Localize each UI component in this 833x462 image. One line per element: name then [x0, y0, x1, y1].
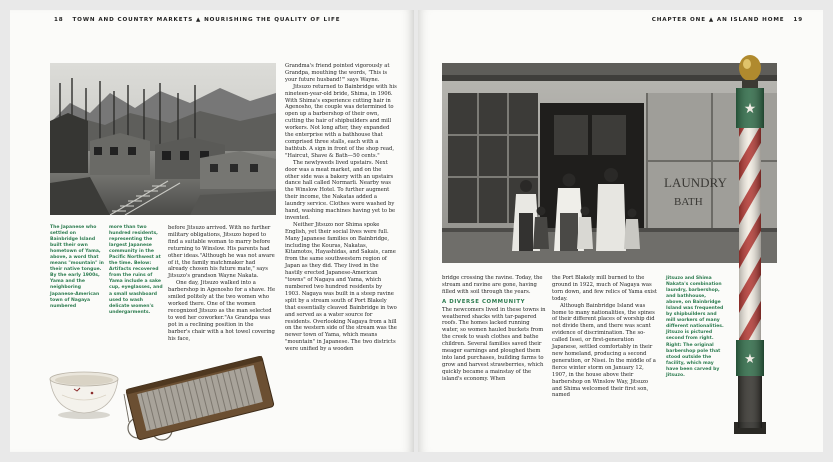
paragraph: bridge crossing the ravine. Today, the stream and ravine are gone, having filled with soil through the years. — [442, 275, 543, 295]
paragraph: before Jitsuzo arrived. With no further military obligations, Jitsuzo hoped to find a suitable woman to marry before returning to Winslow. His parents had other ideas."Although he was not aware of it, the family matchmaker had already chosen his future mate," says Jitsuzo's grandson Wayne Nakata. — [168, 225, 275, 280]
paragraph: The newlyweds lived upstairs. Next door was a meat market, and on the other side was a bakery with an upstairs dance hall called Normarli. Nearby was the Winslow Hotel. To further augment their income, the Nakatas added a laundry service. Clothes were washed by hand, washing machines having yet to be invented. — [285, 159, 396, 221]
left-body-col2 — [285, 63, 397, 353]
sake-cup-image — [44, 365, 124, 421]
photo-sign-bath: BATH — [674, 196, 703, 208]
left-body-col1 — [168, 225, 276, 342]
right-page-number: 19 — [793, 17, 803, 23]
left-page — [10, 10, 414, 452]
paragraph: One day, Jitsuzo walked into a barbershop in Agenosho for a shave. He smiled politely at the two women who worked there. One of the women recognized Jitsuzo as the man selected to wed her coworker."As Grandpa was pot in a reclining position in the barber's chair with a hot towel covering his face, — [168, 280, 276, 342]
right-running-title: CHAPTER ONE — [651, 17, 706, 23]
right-body-col2 — [552, 275, 658, 399]
section-subhead: A DIVERSE COMMUNITY — [442, 298, 526, 305]
paragraph: the Port Blakely mill burned to the ground in 1922, much of Nagaya was torn down, and few relics of Yama exist today. — [552, 275, 657, 302]
triangle-ornament-icon: ▲ — [196, 17, 205, 23]
barber-pole-image — [728, 50, 772, 440]
yama-village-photo — [50, 63, 276, 215]
right-running-head — [652, 17, 809, 23]
barbershop-storefront-photo — [442, 63, 777, 263]
paragraph: Neither Jitsuzo nor Shima spoke English, yet their social lives were full. Many Japanese families on Bainbridge, including the Kouras, Nakatas, Kitamotos, Hayashidas, and Sakais, came from the same southwestern region of Japan as they did. They lived in the hastily erected Japanese-American "towns" of Nagaya and Yama, which numbered two hundred residents by 1903. Nagaya was built in a steep ravine split by a stream south of Port Blakely that essentially cleaved Bainbridge in two and served as a water source for residents. Overlooking Nagaya from a hill on the western side of the stream was the newer town of Yama, which means "mountain" in Japanese. The two districts were unified by a wooden — [285, 221, 397, 353]
paragraph: Jitsuzo returned to Bainbridge with his nineteen-year-old bride, Shima, in 1906. With Shima's experience cutting hair in Agenosho, the couple was determined to open up a barbershop of their own, cutting the hair of shipbuilders and mill workers. Not long after, they expanded the enterprise with a bathhouse that comprised three stalls, each with a bathtub. A sign in front of the shop read, "Haircut, Shave & Bath—50 cents." — [285, 83, 397, 159]
paragraph: Although Bainbridge Island was home to many nationalities, the spines of their different places of worship did not divide them, and there was scant evidence of discrimination. The so-called Issei, or first-generation Japanese, settled comfortably in their new homeland, producing a second generation, or Nisei. In the middle of a fierce winter storm on January 12, 1907, in the house above their barbershop on Winslow Way, Jitsuzo and Shima welcomed their first son, named — [552, 302, 656, 399]
left-running-subtitle: NOURISHING THE QUALITY OF LIFE — [204, 17, 341, 23]
left-running-head — [48, 17, 340, 23]
photo-caption-col1: The Japanese who settled on Bainbridge Island built their own hometown of Yama, above, a word that means "mountain" in their native tongue. By the early 1900s, Yama and the neighboring Japanese-American town of Nagaya numbered — [50, 225, 104, 309]
photo-caption-col2: more than two hundred residents, representing the largest Japanese community in the Pacific Northwest at the time. Below: Artifacts recovered from the ruins of Yama include a sake cup, eyeglasses, and a small washboard used to wash delicate women's undergarments. — [109, 225, 163, 315]
triangle-ornament-icon: ▲ — [708, 17, 717, 23]
paragraph: The newcomers lived in these towns in weathered shacks with tar-papered roofs. The homes lacked running water, so women hauled buckets from the creek to wash clothes and bathe children. Several families saved their meager earnings and ploughed them into land purchases, building farms to grow and harvest strawberries, which quickly became a mainstay of the island's economy. When — [442, 306, 546, 382]
right-page — [418, 10, 823, 452]
right-running-subtitle: AN ISLAND HOME — [716, 17, 785, 23]
left-running-title: TOWN AND COUNTRY MARKETS — [72, 17, 194, 23]
washboard-image — [120, 350, 280, 445]
right-body-col1 — [442, 275, 546, 383]
left-page-number: 18 — [54, 17, 64, 23]
storefront-caption: Jitsuzo and Shima Nakata's combination laundry, barbershop, and bathhouse, above, on Bainbridge Island was frequented by shipbuilders and mill workers of many different nationalities. Jitsuzo is pictured second from right. Right: The original barbershop pole that stood outside the facility, which may have been carved by Jitsuzo. — [666, 276, 724, 378]
paragraph: Grandma's friend pointed vigorously at Grandpa, mouthing the words, 'This is your future husband!'" says Wayne. — [285, 63, 390, 83]
photo-sign-laundry: LAUNDRY — [664, 175, 727, 190]
